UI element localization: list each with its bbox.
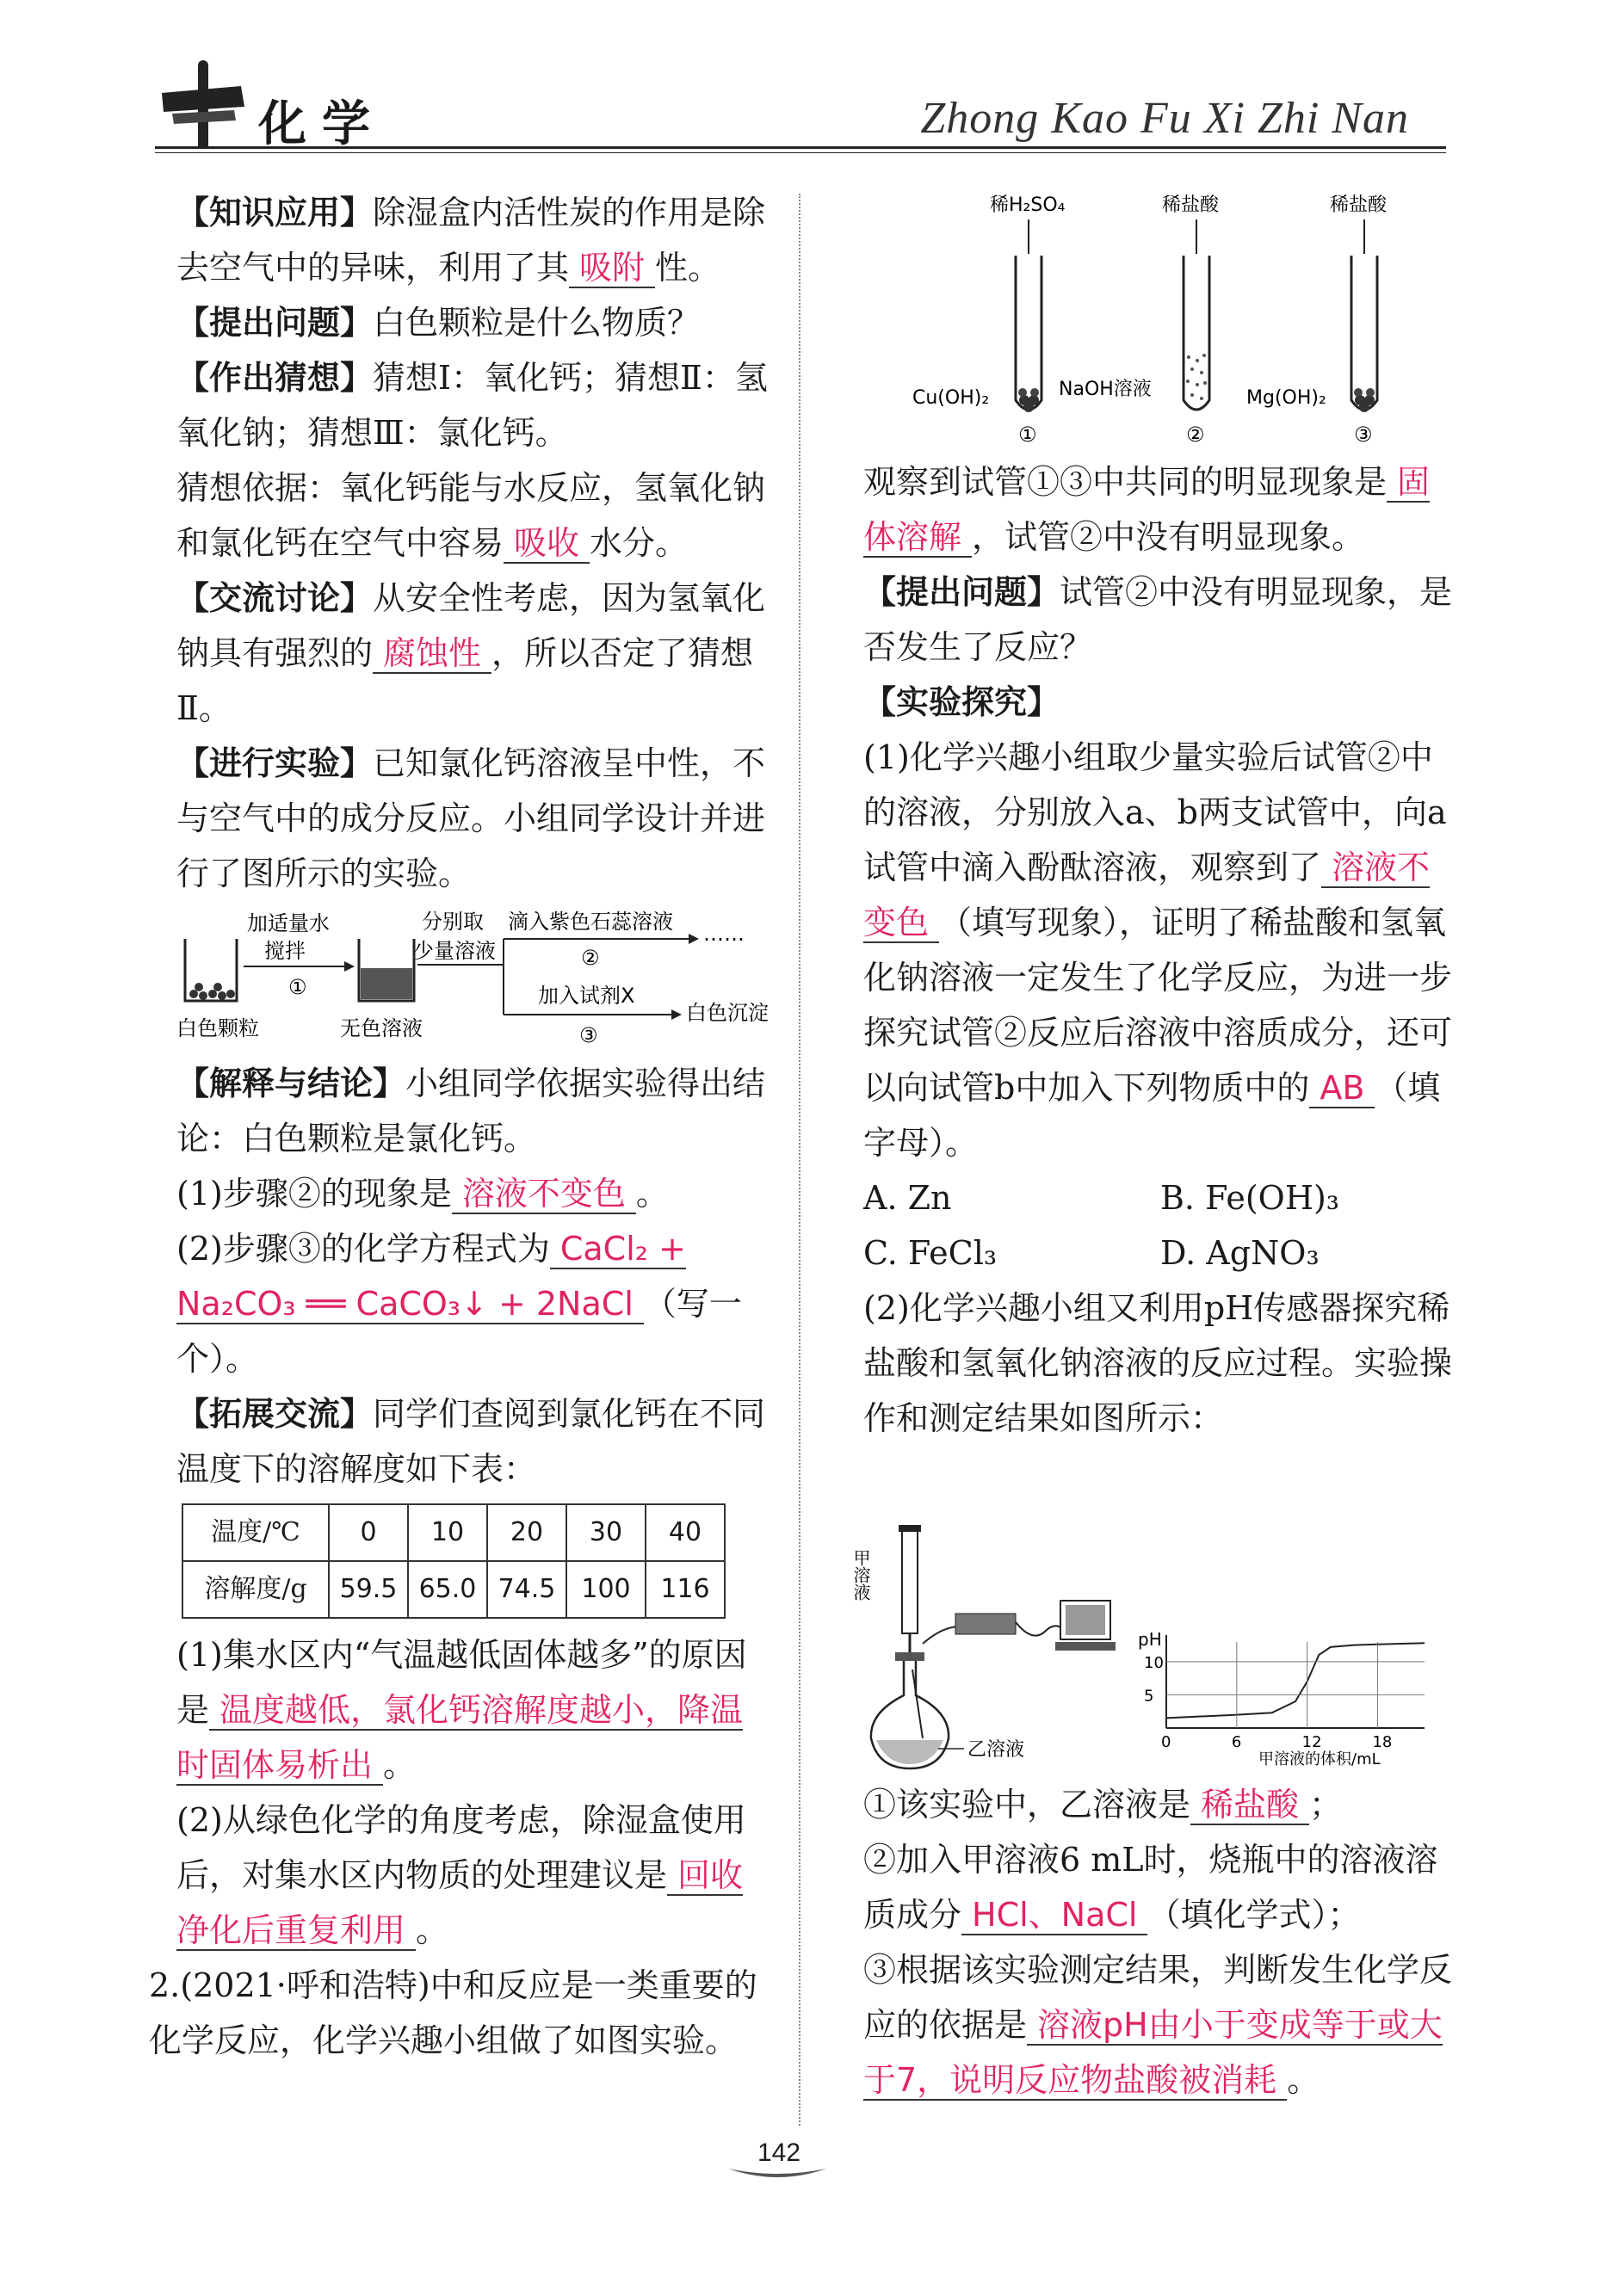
table-cell: 10 bbox=[408, 1504, 487, 1561]
extend-q2 bbox=[176, 1793, 775, 1958]
table-cell: 0 bbox=[329, 1504, 408, 1561]
tube3-top-label: 稀盐酸 bbox=[1330, 194, 1388, 216]
flow-branch2-num: ② bbox=[581, 946, 600, 970]
table-row bbox=[182, 1504, 725, 1561]
flow-branch3-num: ③ bbox=[579, 1023, 598, 1047]
options-row bbox=[863, 1225, 1457, 1281]
section-label: 【解释与结论】 bbox=[176, 1064, 406, 1102]
section-label: 【作出猜想】 bbox=[176, 358, 374, 397]
experiment-paragraph bbox=[176, 736, 775, 901]
subject-title: 化学 bbox=[258, 96, 386, 152]
paragraph-text: 猜想Ⅰ：氧化钙；猜想Ⅱ：氢氧化钠；猜想Ⅲ：氯化钙。 bbox=[176, 359, 768, 452]
paragraph-text: 白色颗粒是什么物质？ bbox=[373, 304, 701, 342]
answer-blank: 回收净化后重复利用 bbox=[176, 1856, 744, 1949]
knowledge-paragraph bbox=[176, 185, 775, 295]
option-b: B. Fe(OH)₃ bbox=[1160, 1179, 1340, 1217]
ph-chart bbox=[1138, 1629, 1425, 1768]
tube2-num: ② bbox=[1186, 423, 1205, 447]
table-cell: 65.0 bbox=[408, 1561, 487, 1618]
paragraph-text: 。 bbox=[416, 1911, 449, 1949]
chart-y-tick-label: 10 bbox=[1144, 1653, 1164, 1672]
experiment-flow-diagram bbox=[176, 904, 775, 1051]
chart-x-tick-label: 0 bbox=[1161, 1733, 1171, 1751]
section-label: 【实验探究】 bbox=[863, 682, 1060, 721]
answer-blank: HCl、NaCl bbox=[961, 1896, 1147, 1935]
table-cell: 20 bbox=[487, 1504, 566, 1561]
tube1-top-label: 稀H₂SO₄ bbox=[990, 194, 1066, 216]
paragraph-text: （填写现象），证明了稀盐酸和氢氧化钠溶液一定发生了化学反应，为进一步探究试管②反应后溶液中溶质成分，还可以向试管b中加入下列物质中的 bbox=[863, 904, 1453, 1107]
flow-step1-mid: 搅拌 bbox=[264, 939, 306, 963]
table-row bbox=[182, 1561, 725, 1618]
flow-branch3-text: 加入试剂X bbox=[538, 984, 635, 1008]
table-cell: 30 bbox=[566, 1504, 646, 1561]
series-title: Zhong Kao Fu Xi Zhi Nan bbox=[920, 94, 1409, 143]
right-question-paragraph bbox=[863, 565, 1457, 675]
header-rule bbox=[155, 146, 1446, 149]
section-label: 【进行实验】 bbox=[176, 744, 374, 782]
basis-paragraph bbox=[176, 460, 775, 571]
paragraph-text: (2021·呼和浩特)中和反应是一类重要的化学反应，化学兴趣小组做了如图实验。 bbox=[149, 1966, 757, 2059]
flow-split-top: 分别取 bbox=[422, 910, 484, 934]
flow-branch2-text: 滴入紫色石蕊溶液 bbox=[508, 910, 673, 934]
table-cell: 59.5 bbox=[329, 1561, 408, 1618]
flow-branch3-result: 白色沉淀 bbox=[686, 1001, 769, 1025]
answer-blank: 溶液不变色 bbox=[863, 849, 1431, 941]
page-number: 142 bbox=[757, 2139, 801, 2167]
paragraph-text: 水分。 bbox=[590, 524, 689, 562]
paragraph-text: 。 bbox=[383, 1746, 417, 1784]
arrow-head-icon bbox=[344, 961, 355, 972]
chart-y-tick-label: 5 bbox=[1144, 1687, 1154, 1706]
answer-blank: AB bbox=[1309, 1069, 1375, 1108]
sub-question-2 bbox=[863, 1832, 1457, 1942]
paragraph-text: 除湿盒内活性炭的作用是除去空气中的异味，利用了其 bbox=[176, 194, 766, 287]
paragraph-text: （写一个）。 bbox=[176, 1285, 742, 1378]
paragraph-text: 。 bbox=[1287, 2061, 1320, 2099]
table-cell: 40 bbox=[646, 1504, 725, 1561]
arrow-head-icon bbox=[689, 934, 699, 944]
page-header bbox=[0, 0, 1607, 164]
options-row bbox=[863, 1170, 1457, 1225]
sub-question-1 bbox=[863, 1777, 1457, 1832]
chart-x-tick-label: 18 bbox=[1372, 1733, 1393, 1751]
explore-p2 bbox=[863, 1281, 1457, 1446]
option-a: A. Zn bbox=[863, 1179, 952, 1217]
paragraph-text: 已知氯化钙溶液呈中性，不与空气中的成分反应。小组同学设计并进行了图所示的实验。 bbox=[176, 744, 766, 892]
answer-blank: 溶液pH由小于变成等于或大于7，说明反应物盐酸被消耗 bbox=[863, 2006, 1443, 2099]
flow-step1-num: ① bbox=[288, 975, 307, 999]
chart-x-label: 甲溶液的体积/mL bbox=[1258, 1750, 1381, 1768]
table-cell: 116 bbox=[646, 1561, 725, 1618]
paragraph-text: ②加入甲溶液6 mL时，烧瓶中的溶液溶质成分 bbox=[863, 1841, 1438, 1934]
table-cell: 100 bbox=[566, 1561, 646, 1618]
observation-paragraph bbox=[863, 454, 1457, 565]
paragraph-text: ③根据该实验测定结果，判断发生化学反应的依据是 bbox=[863, 1951, 1453, 2044]
right-column-bottom bbox=[863, 1777, 1457, 2108]
step3-question bbox=[176, 1221, 775, 1386]
paragraph-text: 性。 bbox=[655, 249, 721, 287]
paragraph-text: (1)步骤②的现象是 bbox=[176, 1175, 452, 1213]
section-label: 【拓展交流】 bbox=[176, 1394, 374, 1433]
section-label: 【提出问题】 bbox=[863, 572, 1060, 611]
flow-middle-label: 无色溶液 bbox=[340, 1016, 423, 1040]
apparatus-drawing bbox=[871, 1525, 1116, 1768]
table-cell-header: 溶解度/g bbox=[182, 1561, 329, 1618]
answer-blank: 固体溶解 bbox=[863, 463, 1431, 556]
answer-blank: 溶液不变色 bbox=[452, 1175, 636, 1214]
beaker-colorless-solution bbox=[359, 939, 414, 1001]
explore-heading bbox=[863, 675, 1457, 730]
answer-blank: 吸附 bbox=[569, 249, 655, 288]
answer-blank: 稀盐酸 bbox=[1190, 1786, 1309, 1825]
chart-x-tick-label: 12 bbox=[1301, 1733, 1322, 1751]
answer-blank: 吸收 bbox=[504, 524, 590, 564]
answer-blank: 温度越低，氯化钙溶解度越小，降温时固体易析出 bbox=[176, 1691, 744, 1784]
tube3-num: ③ bbox=[1354, 423, 1373, 447]
ph-sensor-figure bbox=[850, 1523, 1455, 1773]
conclusion-paragraph bbox=[176, 1056, 775, 1166]
section-label: 【知识应用】 bbox=[176, 193, 374, 231]
header-rule-thin bbox=[155, 152, 1446, 153]
tube3-side-label: Mg(OH)₂ bbox=[1246, 387, 1326, 409]
sub-question-3 bbox=[863, 1942, 1457, 2108]
paragraph-text: ①该实验中，乙溶液是 bbox=[863, 1786, 1191, 1824]
right-column-top bbox=[863, 454, 1457, 1446]
question-2-intro bbox=[149, 1958, 775, 2068]
paragraph-text: 同学们查阅到氯化钙在不同温度下的溶解度如下表： bbox=[176, 1395, 766, 1488]
extend-paragraph bbox=[176, 1386, 775, 1497]
chart-y-label: pH bbox=[1138, 1629, 1162, 1650]
left-column bbox=[149, 185, 775, 2068]
tube2-top-label: 稀盐酸 bbox=[1162, 194, 1220, 216]
paragraph-text: ，所以否定了猜想Ⅱ。 bbox=[176, 634, 754, 727]
paragraph-text: 。 bbox=[635, 1175, 669, 1213]
jia-solution-label: 甲溶液 bbox=[850, 1549, 871, 1601]
flow-step1-top: 加适量水 bbox=[247, 911, 330, 935]
paragraph-text: (2)从绿色化学的角度考虑，除湿盒使用后，对集水区内物质的处理建议是 bbox=[176, 1801, 746, 1894]
paragraph-text: （填化学式）； bbox=[1147, 1896, 1361, 1934]
step2-question bbox=[176, 1166, 775, 1221]
paragraph-text: ，试管②中没有明显现象。 bbox=[972, 518, 1365, 556]
paragraph-text: (1)化学兴趣小组取少量实验后试管②中的溶液，分别放入a、b两支试管中，向a试管中滴入酚酞溶液，观察到了 bbox=[863, 738, 1447, 886]
explore-p1 bbox=[863, 730, 1457, 1170]
tube2-side-label: NaOH溶液 bbox=[1059, 379, 1152, 400]
section-label: 【提出问题】 bbox=[176, 303, 374, 342]
paragraph-text: （填字母）。 bbox=[863, 1069, 1441, 1162]
flow-branch2-result: …… bbox=[703, 922, 745, 946]
paragraph-text: 猜想依据：氧化钙能与水反应，氢氧化钠和氯化钙在空气中容易 bbox=[176, 469, 766, 562]
paragraph-text: ； bbox=[1309, 1786, 1343, 1824]
paragraph-text: 小组同学依据实验得出结论：白色颗粒是氯化钙。 bbox=[176, 1065, 766, 1157]
section-label: 【交流讨论】 bbox=[176, 578, 374, 617]
test-tube-3 bbox=[1351, 256, 1377, 410]
discuss-paragraph bbox=[176, 571, 775, 736]
paragraph-text: (1)集水区内“气温越低固体越多”的原因是 bbox=[176, 1636, 747, 1729]
flow-split-mid: 少量溶液 bbox=[413, 939, 496, 963]
tube1-side-label: Cu(OH)₂ bbox=[912, 387, 990, 409]
table-cell-header: 温度/℃ bbox=[182, 1504, 329, 1561]
question-paragraph bbox=[176, 295, 775, 350]
answer-blank: CaCl₂ + Na₂CO₃ ══ CaCO₃↓ + 2NaCl bbox=[176, 1230, 686, 1323]
chart-series-line bbox=[1166, 1643, 1425, 1718]
paragraph-text: 试管②中没有明显现象，是否发生了反应？ bbox=[863, 573, 1453, 666]
guess-paragraph bbox=[176, 350, 775, 460]
arrow-head-icon bbox=[671, 1009, 682, 1020]
yi-solution-label: 乙溶液 bbox=[967, 1739, 1025, 1761]
logo-icon bbox=[155, 60, 250, 155]
option-d: D. AgNO₃ bbox=[1160, 1234, 1320, 1272]
question-number: 2. bbox=[149, 1966, 181, 2004]
test-tube-2 bbox=[1184, 256, 1209, 410]
tube1-num: ① bbox=[1018, 423, 1037, 447]
paragraph-text: (2)化学兴趣小组又利用pH传感器探究稀盐酸和氢氧化钠溶液的反应过程。实验操作和测定结果如图所示： bbox=[863, 1289, 1453, 1437]
paragraph-text: (2)步骤③的化学方程式为 bbox=[176, 1230, 550, 1268]
test-tube-1 bbox=[1016, 256, 1041, 410]
table-cell: 74.5 bbox=[487, 1561, 566, 1618]
flow-start-label: 白色颗粒 bbox=[176, 1016, 259, 1040]
answer-blank: 腐蚀性 bbox=[373, 634, 491, 674]
test-tubes-figure bbox=[895, 185, 1446, 452]
beaker-white-granules bbox=[185, 939, 237, 1001]
column-divider bbox=[799, 194, 800, 2126]
paragraph-text: 从安全性考虑，因为氢氧化钠具有强烈的 bbox=[176, 579, 766, 672]
extend-q1 bbox=[176, 1627, 775, 1793]
solubility-table bbox=[182, 1503, 726, 1619]
paragraph-text: 观察到试管①③中共同的明显现象是 bbox=[863, 463, 1388, 501]
option-c: C. FeCl₃ bbox=[863, 1234, 998, 1272]
chart-x-tick-label: 6 bbox=[1231, 1733, 1242, 1751]
